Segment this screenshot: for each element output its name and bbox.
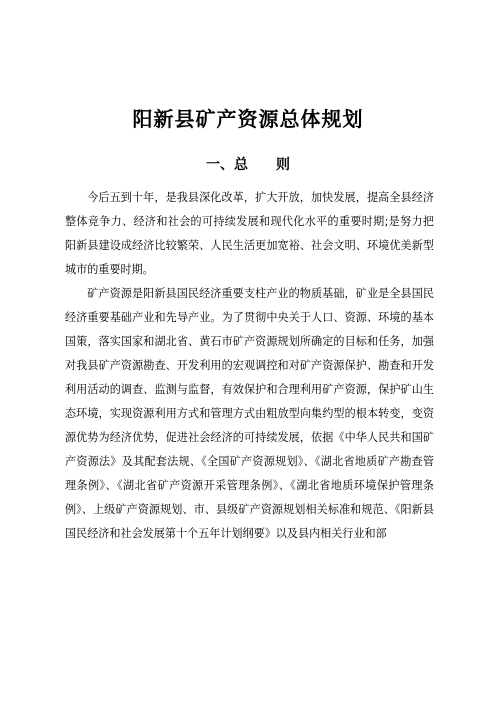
paragraph: 矿产资源是阳新县国民经济重要支柱产业的物质基础，矿业是全县国民经济重要基础产业和先导产业。为了贯彻中央关于人口、资源、环境的基本国策，落实国家和湖北省、黄石市矿产资源规划所确定的目标和任务，加强对我县矿产资源勘查、开发利用的宏观调控和对矿产资源保护、勘查和开发利用活动的调查、监测与监督，有效保护和合理利用矿产资源，保护矿山生态环境，实现资源利用方式和管理方式由粗放型向集约型的根本转变，变资源优势为经济优势，促进社会经济的可持续发展，依据《中华人民共和国矿产资源法》及其配套法规、《全国矿产资源规划》、《湖北省地质矿产勘查管理条例》、《湖北省矿产资源开采管理条例》、《湖北省地质环境保护管理条例》、上级矿产资源规划、市、县级矿产资源规划相关标准和规范、《阳新县国民经济和社会发展第十个五年计划纲要》以及县内相关行业和部 <box>65 287 434 540</box>
paragraph: 今后五到十年，是我县深化改革，扩大开放，加快发展，提高全县经济整体竞争力、经济和社会的可持续发展和现代化水平的重要时期;是努力把阳新县建设成经济比较繁荣、人民生活更加宽裕、社会文明、环境优美新型城市的重要时期。 <box>65 191 434 276</box>
document-body <box>65 186 434 546</box>
section-heading: 一、总 则 <box>206 157 290 173</box>
document-title: 阳新县矿产资源总体规划 <box>132 107 364 132</box>
